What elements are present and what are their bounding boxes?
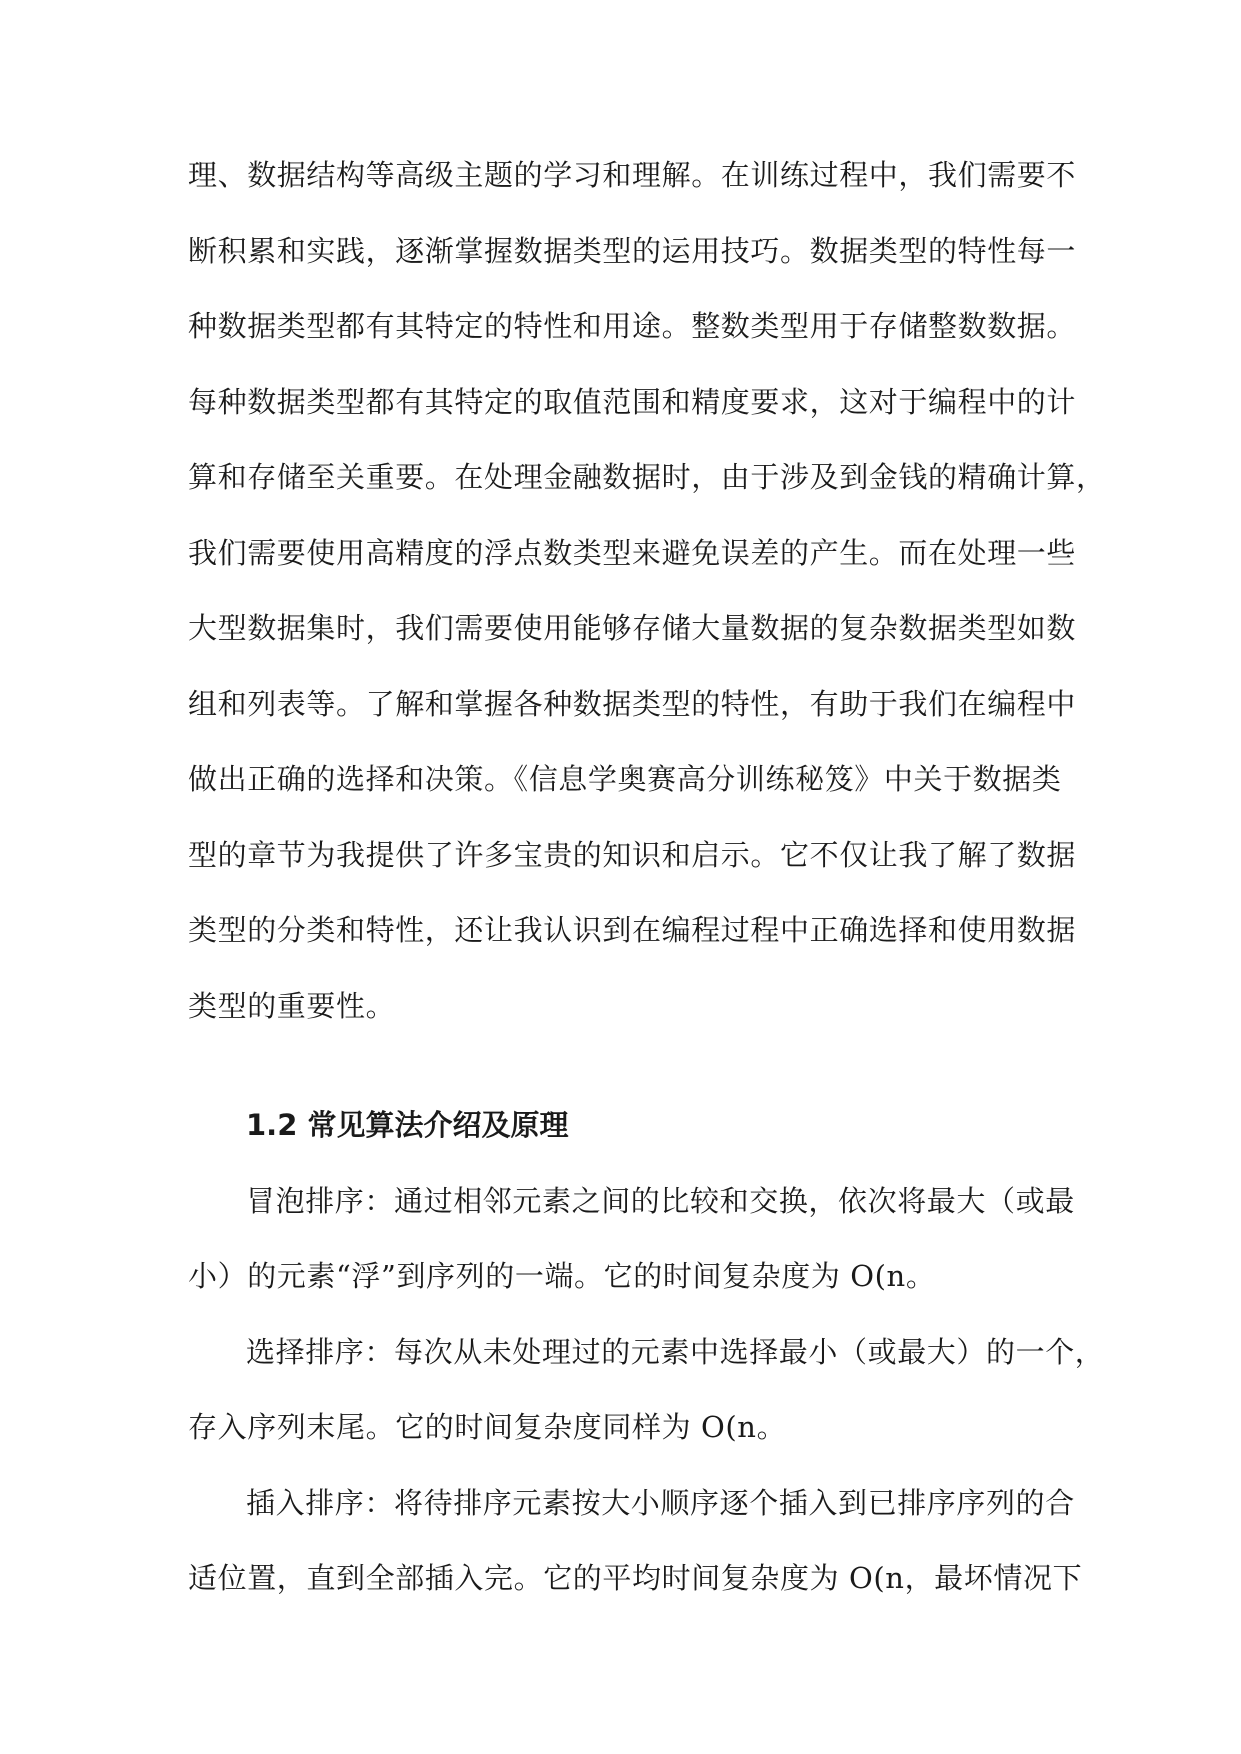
text-line: 断积累和实践，逐渐掌握数据类型的运用技巧。数据类型的特性每一 — [188, 233, 1077, 268]
paragraph-bubble-sort — [188, 1164, 1075, 1315]
text-line: 理、数据结构等高级主题的学习和理解。在训练过程中，我们需要不 — [188, 158, 1077, 192]
text-line: 插入排序：将待排序元素按大小顺序逐个插入到已排序序列的合 — [246, 1485, 1075, 1520]
text-line: 种数据类型都有其特定的特性和用途。整数类型用于存储整数数据。 — [188, 309, 1077, 343]
text-line: 型的章节为我提供了许多宝贵的知识和启示。它不仅让我了解了数据 — [188, 837, 1077, 872]
text-line: 组和列表等。了解和掌握各种数据类型的特性，有助于我们在编程中 — [188, 686, 1077, 721]
text-line: 类型的分类和特性，还让我认识到在编程过程中正确选择和使用数据 — [188, 913, 1077, 947]
text-line: 算和存储至关重要。在处理金融数据时，由于涉及到金钱的精确计算， — [188, 460, 1106, 494]
text-line: 适位置，直到全部插入完。它的平均时间复杂度为 O(n，最坏情况下 — [188, 1561, 1083, 1595]
paragraph-data-types — [188, 138, 1106, 1044]
section-heading: 1.2 常见算法介绍及原理 — [246, 1108, 569, 1142]
text-line: 存入序列末尾。它的时间复杂度同样为 O(n。 — [188, 1410, 787, 1444]
text-line: 选择排序：每次从未处理过的元素中选择最小（或最大）的一个， — [246, 1334, 1105, 1369]
text-line: 我们需要使用高精度的浮点数类型来避免误差的产生。而在处理一些 — [188, 535, 1077, 570]
text-line: 类型的重要性。 — [188, 988, 396, 1023]
paragraph-selection-sort — [188, 1315, 1105, 1466]
document-page — [188, 138, 1106, 1617]
text-line: 大型数据集时，我们需要使用能够存储大量数据的复杂数据类型如数 — [188, 611, 1077, 645]
text-line: 每种数据类型都有其特定的取值范围和精度要求，这对于编程中的计 — [188, 384, 1077, 419]
paragraph-insertion-sort — [188, 1466, 1083, 1617]
text-line: 做出正确的选择和决策。《信息学奥赛高分训练秘笈》中关于数据类 — [188, 762, 1062, 796]
section-gap — [188, 1044, 1050, 1088]
text-line: 冒泡排序：通过相邻元素之间的比较和交换，依次将最大（或最 — [246, 1183, 1075, 1218]
text-line: 小）的元素“浮”到序列的一端。它的时间复杂度为 O(n。 — [188, 1259, 936, 1293]
